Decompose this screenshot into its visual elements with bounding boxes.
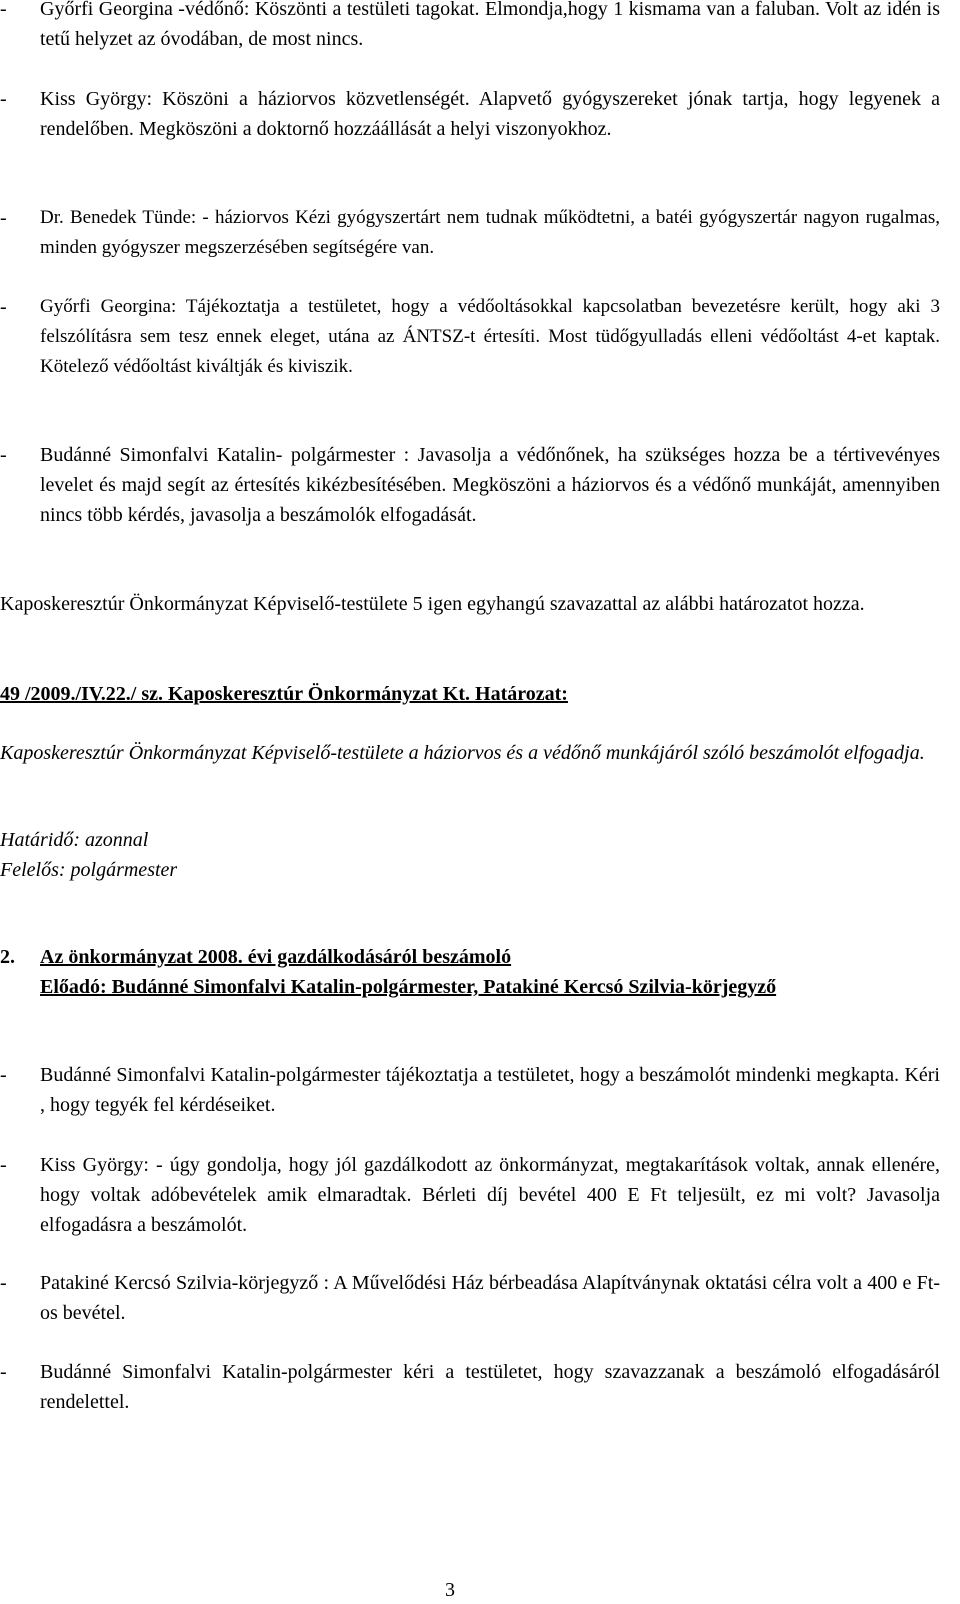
page-number: 3 (445, 1579, 455, 1601)
list-dash: - (0, 207, 7, 229)
list-dash: - (0, 0, 7, 20)
vote-statement: Kaposkeresztúr Önkormányzat Képviselő-testülete 5 igen egyhangú szavazattal az alábbi határozatot hozza. (0, 593, 865, 615)
list-dash: - (0, 1064, 7, 1086)
section-2-heading (0, 942, 511, 972)
list-dash: - (0, 444, 7, 466)
resolution-deadline: Határidő: azonnal (0, 829, 149, 851)
section-presenter: Előadó: Budánné Simonfalvi Katalin-polgármester, Patakiné Kercsó Szilvia-körjegyző (40, 976, 777, 998)
list-dash: - (0, 1272, 7, 1294)
resolution-text: Kaposkeresztúr Önkormányzat Képviselő-testülete a háziorvos és a védőnő munkájáról szóló beszámolót elfogadja. (0, 742, 925, 764)
paragraph-text: Budánné Simonfalvi Katalin-polgármester kéri a testületet, hogy szavazzanak a beszámoló elfogadásáról rendelettel. (40, 1361, 940, 1413)
paragraph-text: Budánné Simonfalvi Katalin- polgármester : Javasolja a védőnőnek, ha szükséges hozza be a tértivevényes levelet és majd segít az értesítés kikézbesítésében. Megköszöni a háziorvos és a védőnő munkáját, amennyiben nincs több kérdés, javasolja a beszámolók elfogadását. (40, 444, 940, 526)
section-title: Az önkormányzat 2008. évi gazdálkodásáról beszámoló (40, 946, 512, 968)
paragraph-text: Kiss György: - úgy gondolja, hogy jól gazdálkodott az önkormányzat, megtakarítások voltak, annak ellenére, hogy voltak adóbevételek amik elmaradtak. Bérleti díj bevétel 400 E Ft teljesült, ez mi volt? Javasolja elfogadásra a beszámolót. (40, 1154, 940, 1236)
paragraph-text: Budánné Simonfalvi Katalin-polgármester tájékoztatja a testületet, hogy a beszámolót mindenki megkapta. Kéri , hogy tegyék fel kérdéseiket. (40, 1064, 940, 1116)
resolution-responsible: Felelős: polgármester (0, 859, 178, 881)
list-dash: - (0, 1361, 7, 1383)
paragraph-text: Győrfi Georgina: Tájékoztatja a testületet, hogy a védőoltásokkal kapcsolatban bevezetésre került, hogy aki 3 felszólításra sem tesz ennek eleget, utána az ÁNTSZ-t értesíti. Most tüdőgyulladás elleni védőoltást 4-et kaptak. Kötelező védőoltást kiváltják és kiviszik. (40, 296, 940, 377)
list-dash: - (0, 1154, 7, 1176)
resolution-title: 49 /2009./IV.22./ sz. Kaposkeresztúr Önkormányzat Kt. Határozat: (0, 683, 568, 705)
paragraph-text: Kiss György: Köszöni a háziorvos közvetlenségét. Alapvető gyógyszereket jónak tartja, hogy legyenek a rendelőben. Megköszöni a doktornő hozzáállását a helyi viszonyokhoz. (40, 88, 940, 140)
list-dash: - (0, 296, 7, 318)
section-number: 2. (0, 946, 15, 968)
paragraph-text: Patakiné Kercsó Szilvia-körjegyző : A Művelődési Ház bérbeadása Alapítványnak oktatási célra volt a 400 e Ft-os bevétel. (40, 1272, 940, 1324)
paragraph-text: Dr. Benedek Tünde: - háziorvos Kézi gyógyszertárt nem tudnak működtetni, a batéi gyógyszertár nagyon rugalmas, minden gyógyszer megszerzésében segítségére van. (40, 207, 940, 258)
list-dash: - (0, 88, 7, 110)
paragraph-text: Győrfi Georgina -védőnő: Köszönti a testületi tagokat. Elmondja,hogy 1 kismama van a faluban. Volt az idén is tetű helyzet az óvodában, de most nincs. (40, 0, 940, 50)
